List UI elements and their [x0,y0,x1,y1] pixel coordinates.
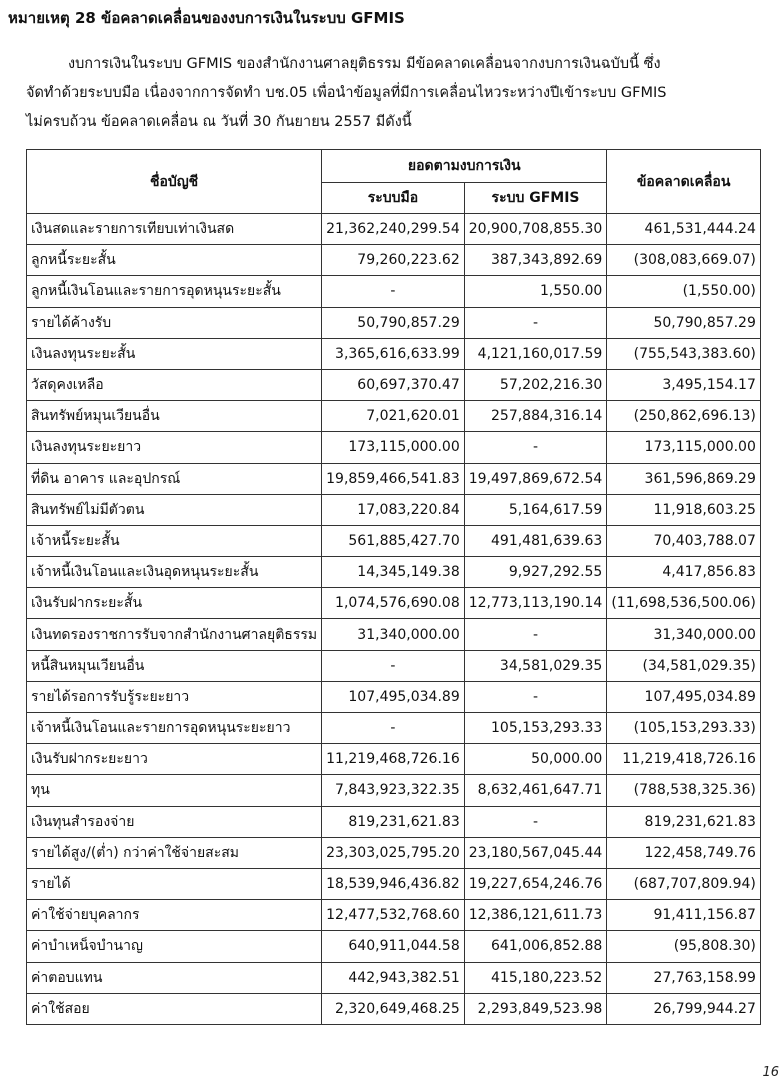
table-row [27,775,761,806]
difference-amount-cell: (34,581,029.35) [607,650,761,681]
gfmis-amount-cell: 50,000.00 [464,744,607,775]
account-name-cell: เงินลงทุนระยะสั้น [27,338,322,369]
table-row [27,307,761,338]
account-name-cell: สินทรัพย์ไม่มีตัวตน [27,494,322,525]
difference-amount-cell: (95,808.30) [607,931,761,962]
account-name-cell: เจ้าหนี้ระยะสั้น [27,525,322,556]
paragraph-line-3: ไม่ครบถ้วน ข้อคลาดเคลื่อน ณ วันที่ 30 กันยายน 2557 มีดังนี้ [26,114,412,130]
difference-amount-cell: 50,790,857.29 [607,307,761,338]
manual-amount-cell: 442,943,382.51 [322,962,465,993]
manual-amount-cell: 60,697,370.47 [322,369,465,400]
manual-amount-cell: - [322,276,465,307]
account-name-cell: ทุน [27,775,322,806]
account-name-cell: วัสดุคงเหลือ [27,369,322,400]
header-account-name: ชื่อบัญชี [27,150,322,214]
difference-amount-cell: 173,115,000.00 [607,432,761,463]
table-row [27,214,761,245]
manual-amount-cell: 2,320,649,468.25 [322,993,465,1024]
difference-amount-cell: 122,458,749.76 [607,837,761,868]
table-row [27,837,761,868]
table-row [27,494,761,525]
difference-amount-cell: (250,862,696.13) [607,401,761,432]
manual-amount-cell: 7,021,620.01 [322,401,465,432]
table-row [27,557,761,588]
difference-amount-cell: 3,495,154.17 [607,369,761,400]
manual-amount-cell: 19,859,466,541.83 [322,463,465,494]
gfmis-amount-cell: 415,180,223.52 [464,962,607,993]
account-name-cell: ค่าใช้จ่ายบุคลากร [27,900,322,931]
difference-amount-cell: 26,799,944.27 [607,993,761,1024]
manual-amount-cell: 14,345,149.38 [322,557,465,588]
intro-paragraph [26,50,761,137]
account-name-cell: รายได้สูง/(ต่ำ) กว่าค่าใช้จ่ายสะสม [27,837,322,868]
manual-amount-cell: 7,843,923,322.35 [322,775,465,806]
difference-amount-cell: 461,531,444.24 [607,214,761,245]
table-row [27,931,761,962]
gfmis-amount-cell: 387,343,892.69 [464,245,607,276]
gfmis-amount-cell: - [464,619,607,650]
difference-amount-cell: 70,403,788.07 [607,525,761,556]
manual-amount-cell: 3,365,616,633.99 [322,338,465,369]
header-gfmis-system: ระบบ GFMIS [464,183,607,214]
table-row [27,868,761,899]
difference-amount-cell: (1,550.00) [607,276,761,307]
gfmis-amount-cell: 23,180,567,045.44 [464,837,607,868]
difference-amount-cell: (308,083,669.07) [607,245,761,276]
table-row [27,962,761,993]
table-row [27,993,761,1024]
header-difference: ข้อคลาดเคลื่อน [607,150,761,214]
account-name-cell: เงินรับฝากระยะยาว [27,744,322,775]
table-row [27,525,761,556]
table-row [27,588,761,619]
gfmis-amount-cell: - [464,681,607,712]
table-row [27,432,761,463]
gfmis-amount-cell: 1,550.00 [464,276,607,307]
manual-amount-cell: - [322,713,465,744]
gfmis-amount-cell: 19,227,654,246.76 [464,868,607,899]
manual-amount-cell: 640,911,044.58 [322,931,465,962]
gfmis-amount-cell: 2,293,849,523.98 [464,993,607,1024]
manual-amount-cell: 18,539,946,436.82 [322,868,465,899]
account-name-cell: หนี้สินหมุนเวียนอื่น [27,650,322,681]
manual-amount-cell: 1,074,576,690.08 [322,588,465,619]
paragraph-line-2: จัดทำด้วยระบบมือ เนื่องจากการจัดทำ บช.05 เพื่อนำข้อมูลที่มีการเคลื่อนไหวระหว่างปีเข้าระบบ GFMIS [26,85,667,101]
table-row [27,900,761,931]
account-name-cell: สินทรัพย์หมุนเวียนอื่น [27,401,322,432]
gfmis-amount-cell: 4,121,160,017.59 [464,338,607,369]
gfmis-amount-cell: - [464,806,607,837]
note-heading: หมายเหตุ 28 ข้อคลาดเคลื่อนของงบการเงินในระบบ GFMIS [8,9,405,27]
gfmis-amount-cell: 12,386,121,611.73 [464,900,607,931]
difference-amount-cell: 4,417,856.83 [607,557,761,588]
gfmis-amount-cell: 9,927,292.55 [464,557,607,588]
page-number-mark: 16 [762,1065,779,1080]
difference-amount-cell: 361,596,869.29 [607,463,761,494]
manual-amount-cell: 11,219,468,726.16 [322,744,465,775]
gfmis-amount-cell: 12,773,113,190.14 [464,588,607,619]
manual-amount-cell: 31,340,000.00 [322,619,465,650]
table-row [27,245,761,276]
manual-amount-cell: 819,231,621.83 [322,806,465,837]
account-name-cell: เจ้าหนี้เงินโอนและรายการอุดหนุนระยะยาว [27,713,322,744]
reconciliation-table [26,149,761,1025]
table-row [27,650,761,681]
table-body [27,214,761,1025]
paragraph-line-1: งบการเงินในระบบ GFMIS ของสำนักงานศาลยุติธรรม มีข้อคลาดเคลื่อนจากงบการเงินฉบับนี้ ซึ่ง [68,56,661,72]
gfmis-amount-cell: 57,202,216.30 [464,369,607,400]
difference-amount-cell: 31,340,000.00 [607,619,761,650]
gfmis-amount-cell: 105,153,293.33 [464,713,607,744]
table-row [27,401,761,432]
difference-amount-cell: 11,918,603.25 [607,494,761,525]
table-row [27,369,761,400]
account-name-cell: รายได้ [27,868,322,899]
gfmis-amount-cell: - [464,307,607,338]
account-name-cell: ลูกหนี้ระยะสั้น [27,245,322,276]
gfmis-amount-cell: 34,581,029.35 [464,650,607,681]
account-name-cell: เจ้าหนี้เงินโอนและเงินอุดหนุนระยะสั้น [27,557,322,588]
account-name-cell: เงินลงทุนระยะยาว [27,432,322,463]
gfmis-amount-cell: - [464,432,607,463]
account-name-cell: เงินรับฝากระยะสั้น [27,588,322,619]
table-row [27,806,761,837]
table-row [27,744,761,775]
account-name-cell: ค่าตอบแทน [27,962,322,993]
gfmis-amount-cell: 257,884,316.14 [464,401,607,432]
manual-amount-cell: 17,083,220.84 [322,494,465,525]
gfmis-amount-cell: 5,164,617.59 [464,494,607,525]
table-row [27,276,761,307]
gfmis-amount-cell: 641,006,852.88 [464,931,607,962]
table-row [27,619,761,650]
difference-amount-cell: (11,698,536,500.06) [607,588,761,619]
manual-amount-cell: 561,885,427.70 [322,525,465,556]
account-name-cell: ค่าบำเหน็จบำนาญ [27,931,322,962]
difference-amount-cell: 107,495,034.89 [607,681,761,712]
difference-amount-cell: (105,153,293.33) [607,713,761,744]
difference-amount-cell: 91,411,156.87 [607,900,761,931]
gfmis-amount-cell: 8,632,461,647.71 [464,775,607,806]
table-row [27,463,761,494]
difference-amount-cell: 11,219,418,726.16 [607,744,761,775]
account-name-cell: รายได้ค้างรับ [27,307,322,338]
manual-amount-cell: 21,362,240,299.54 [322,214,465,245]
difference-amount-cell: (788,538,325.36) [607,775,761,806]
difference-amount-cell: 819,231,621.83 [607,806,761,837]
header-balance-group: ยอดตามงบการเงิน [322,150,607,183]
gfmis-amount-cell: 491,481,639.63 [464,525,607,556]
difference-amount-cell: (755,543,383.60) [607,338,761,369]
difference-amount-cell: (687,707,809.94) [607,868,761,899]
manual-amount-cell: - [322,650,465,681]
manual-amount-cell: 107,495,034.89 [322,681,465,712]
manual-amount-cell: 23,303,025,795.20 [322,837,465,868]
account-name-cell: เงินสดและรายการเทียบเท่าเงินสด [27,214,322,245]
account-name-cell: เงินทุนสำรองจ่าย [27,806,322,837]
manual-amount-cell: 79,260,223.62 [322,245,465,276]
account-name-cell: ลูกหนี้เงินโอนและรายการอุดหนุนระยะสั้น [27,276,322,307]
manual-amount-cell: 12,477,532,768.60 [322,900,465,931]
account-name-cell: รายได้รอการรับรู้ระยะยาว [27,681,322,712]
account-name-cell: ที่ดิน อาคาร และอุปกรณ์ [27,463,322,494]
table-row [27,713,761,744]
account-name-cell: เงินทดรองราชการรับจากสำนักงานศาลยุติธรรม [27,619,322,650]
difference-amount-cell: 27,763,158.99 [607,962,761,993]
table-row [27,338,761,369]
manual-amount-cell: 173,115,000.00 [322,432,465,463]
account-name-cell: ค่าใช้สอย [27,993,322,1024]
header-manual-system: ระบบมือ [322,183,465,214]
table-row [27,681,761,712]
gfmis-amount-cell: 20,900,708,855.30 [464,214,607,245]
manual-amount-cell: 50,790,857.29 [322,307,465,338]
gfmis-amount-cell: 19,497,869,672.54 [464,463,607,494]
